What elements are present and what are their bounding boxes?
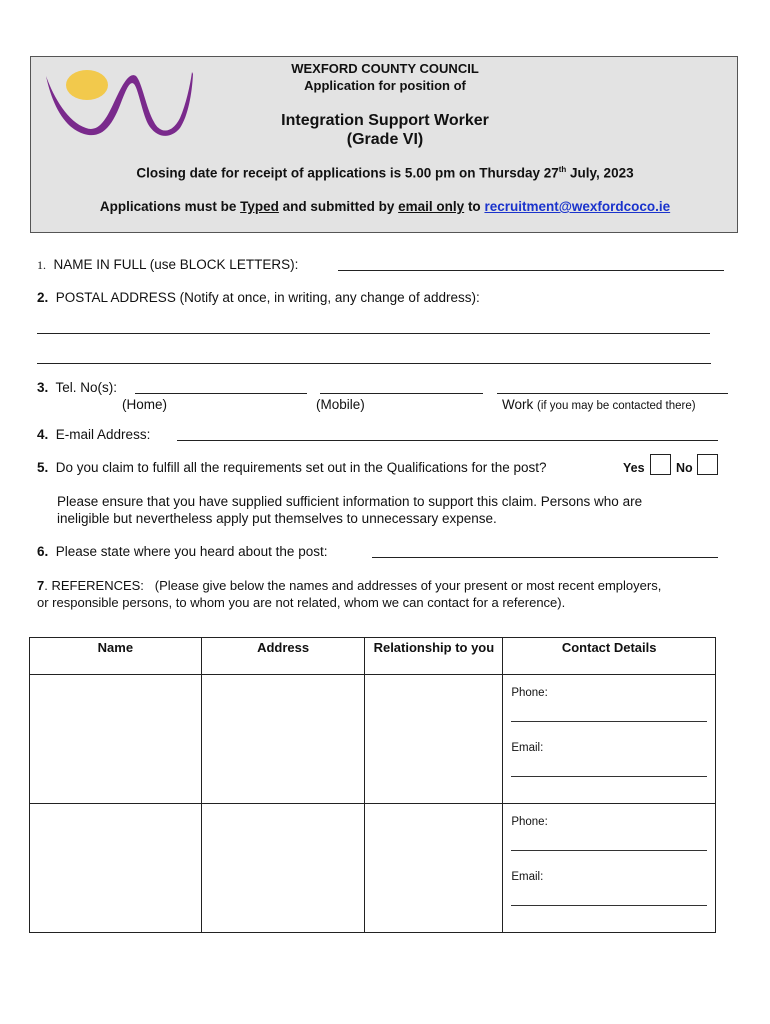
ref2-contact-details: [503, 804, 715, 906]
ref1-email-label: Email:: [511, 742, 544, 754]
q1-number: 1.: [37, 258, 46, 272]
q6-label: Please state where you heard about the post:: [55, 544, 328, 559]
instr-text-3: to: [464, 199, 485, 214]
q2-row: [37, 290, 480, 305]
ref2-email-field[interactable]: [511, 905, 707, 906]
application-for-label: Application for position of: [304, 78, 466, 93]
q6-number: 6.: [37, 544, 49, 559]
work-label: Work: [502, 397, 534, 412]
references-table: [29, 637, 716, 933]
full-name-field[interactable]: [338, 270, 724, 271]
email-address-field[interactable]: [177, 440, 718, 441]
closing-date-prefix: Closing date for receipt of applications is 5.00 pm on Thursday 27: [136, 165, 559, 181]
ref2-relationship-cell[interactable]: [365, 804, 503, 933]
q7-label: . REFERENCES:: [44, 578, 144, 593]
q3-number: 3.: [37, 380, 49, 395]
q2-number: 2.: [37, 290, 49, 305]
no-checkbox[interactable]: [697, 454, 718, 475]
ref1-name-cell[interactable]: [30, 675, 202, 804]
q4-number: 4.: [37, 427, 49, 442]
table-row: [30, 804, 716, 933]
q7-row: [37, 578, 661, 593]
q4-label: E-mail Address:: [55, 427, 151, 442]
address-line-2-field[interactable]: [37, 363, 711, 364]
work-label-row: [502, 397, 696, 412]
q4-row: [37, 427, 150, 442]
col-header-contact: Contact Details: [503, 638, 716, 675]
instr-email-only: email only: [398, 199, 465, 214]
q5-label: Do you claim to fulfill all the requirements set out in the Qualifications for the post?: [55, 460, 547, 475]
yes-checkbox[interactable]: [650, 454, 671, 475]
ref1-relationship-cell[interactable]: [365, 675, 503, 804]
table-row: [30, 675, 716, 804]
home-phone-field[interactable]: [135, 393, 307, 394]
q1-row: [37, 257, 298, 273]
q5-note-line-2: ineligible but nevertheless apply put themselves to unnecessary expense.: [57, 511, 497, 526]
no-label: No: [676, 461, 693, 475]
ref1-contact-cell: [503, 675, 716, 804]
work-note: (if you may be contacted there): [537, 400, 696, 412]
yes-label: Yes: [623, 461, 645, 475]
q5-row: [37, 460, 547, 475]
ref1-contact-details: [503, 675, 715, 777]
ref2-contact-cell: [503, 804, 716, 933]
instr-typed: Typed: [240, 199, 279, 214]
table-header-row: [30, 638, 716, 675]
q7-number: 7: [37, 578, 45, 593]
ref2-email-label: Email:: [511, 871, 544, 883]
mobile-phone-field[interactable]: [320, 393, 483, 394]
closing-date: [0, 165, 770, 181]
ref1-phone-label: Phone:: [511, 687, 548, 699]
position-grade: (Grade VI): [346, 131, 424, 148]
ref2-address-cell[interactable]: [201, 804, 365, 933]
q2-label: POSTAL ADDRESS (Notify at once, in writing, any change of address):: [55, 290, 480, 305]
q5-number: 5.: [37, 460, 49, 475]
submission-instructions: [0, 199, 770, 214]
q1-label: NAME IN FULL (use BLOCK LETTERS):: [53, 257, 299, 272]
work-phone-field[interactable]: [497, 393, 728, 394]
heard-about-field[interactable]: [372, 557, 718, 558]
closing-date-sup: th: [558, 165, 567, 174]
q3-row: [37, 380, 117, 395]
organization-name: WEXFORD COUNTY COUNCIL: [291, 61, 479, 76]
ref1-email-field[interactable]: [511, 776, 707, 777]
position-block: [0, 111, 770, 149]
position-title: Integration Support Worker: [281, 112, 489, 129]
q6-row: [37, 544, 327, 559]
q3-label: Tel. No(s):: [55, 380, 118, 395]
col-header-name: Name: [30, 638, 202, 675]
instr-text-1: Applications must be: [99, 199, 241, 214]
ref1-phone-field[interactable]: [511, 721, 707, 722]
q7-text-2: or responsible persons, to whom you are not related, whom we can contact for a reference).: [37, 595, 566, 610]
col-header-address: Address: [201, 638, 365, 675]
ref2-phone-label: Phone:: [511, 816, 548, 828]
mobile-label: (Mobile): [316, 397, 365, 412]
recruitment-email-link[interactable]: recruitment@wexfordcoco.ie: [484, 199, 671, 214]
header-org-block: [0, 60, 770, 94]
instr-text-2: and submitted by: [278, 199, 399, 214]
closing-date-suffix: July, 2023: [566, 165, 634, 181]
address-line-1-field[interactable]: [37, 333, 710, 334]
home-label: (Home): [122, 397, 168, 412]
col-header-relationship: Relationship to you: [365, 638, 503, 675]
ref1-address-cell[interactable]: [201, 675, 365, 804]
ref2-phone-field[interactable]: [511, 850, 707, 851]
q5-note-line-1: Please ensure that you have supplied sufficient information to support this claim. Persons who are: [57, 494, 643, 509]
q7-text-1: (Please give below the names and addresses of your present or most recent employers,: [154, 578, 662, 593]
ref2-name-cell[interactable]: [30, 804, 202, 933]
